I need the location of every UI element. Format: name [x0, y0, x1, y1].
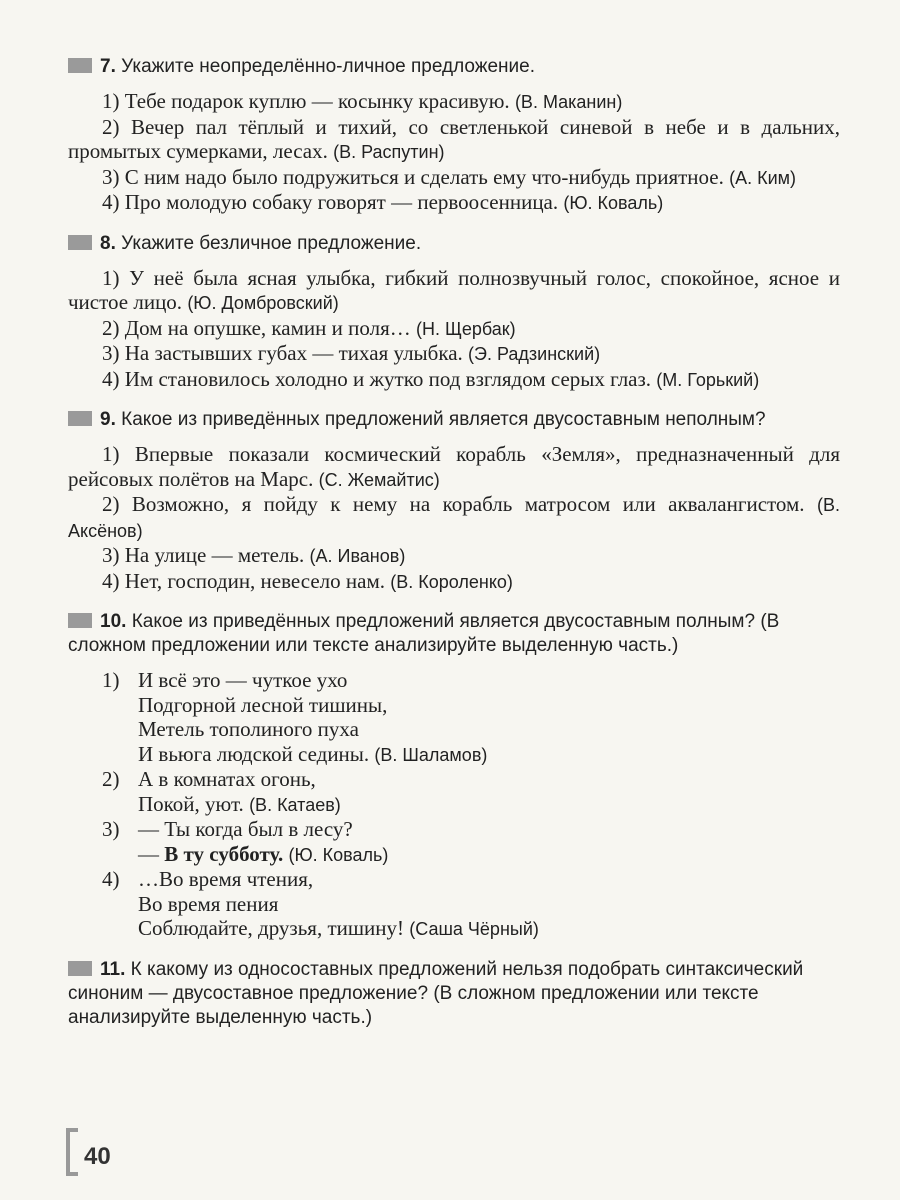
- q10-option-4: 4) …Во время чтения,: [102, 867, 314, 891]
- q9-option-1: 1) Впервые показали космический корабль «Земля», предназначенный для рейсовых полётов на Марс. (С. Жемайтис): [68, 442, 840, 491]
- q9-option-4: 4) Нет, господин, невесело нам. (В. Короленко): [102, 568, 513, 593]
- q7-option-3: 3) С ним надо было подружиться и сделать ему что-нибудь приятное. (А. Ким): [102, 164, 797, 189]
- task-marker: [68, 235, 92, 250]
- q9-option-2: 2) Возможно, я пойду к нему на корабль матросом или аквалангистом. (В. Аксёнов): [68, 492, 840, 541]
- q7-option-4: 4) Про молодую собаку говорят — первоосенница. (Ю. Коваль): [102, 190, 664, 214]
- q10-option-3: 3) — Ты когда был в лесу?: [102, 817, 353, 841]
- task-marker: [68, 613, 92, 628]
- q10-option-1: 1) И всё это — чуткое ухо: [102, 668, 348, 692]
- question-7: [68, 55, 840, 216]
- task-marker: [68, 411, 92, 426]
- q7-option-2: 2) Вечер пал тёплый и тихий, со светленькой синевой в небе и в дальних, промытых сумерками, лесах. (В. Распутин): [68, 114, 840, 163]
- q9-option-3: 3) На улице — метель. (А. Иванов): [102, 543, 406, 567]
- highlighted-part: В ту субботу.: [164, 841, 284, 866]
- q10-options: 1) И всё это — чуткое ухо Подгорной лесной тишины, Метель тополиного пуха И вьюга людской седины. (В. Шаламов) 2) А в комнатах огонь, Покой, уют. (В. Катаев) 3) — Ты когда был в лесу? — В ту субботу. (Ю. Коваль) 4) …Во время чтения, Во время пения Соблюдайте, друзья, тишину! (Саша Чёрный): [102, 668, 840, 942]
- task-marker: [68, 961, 92, 976]
- q8-option-3: 3) На застывших губах — тихая улыбка. (Э. Радзинский): [102, 341, 601, 365]
- task-marker: [68, 58, 92, 73]
- question-8-prompt: 8. Укажите безличное предложение.: [68, 232, 840, 256]
- question-8: [68, 232, 840, 393]
- question-10: [68, 610, 840, 942]
- question-11: [68, 958, 840, 1030]
- question-10-prompt: 10. Какое из приведённых предложений является двусоставным полным? (В сложном предложении или тексте анализируйте выделенную часть.): [68, 611, 780, 656]
- question-9: [68, 408, 840, 594]
- q8-option-4: 4) Им становилось холодно и жутко под взглядом серых глаз. (М. Горький): [102, 366, 760, 391]
- page-content: [68, 55, 840, 1046]
- question-9-prompt: 9. Какое из приведённых предложений является двусоставным неполным?: [68, 408, 840, 432]
- page-bracket: [66, 1128, 78, 1176]
- q8-option-2: 2) Дом на опушке, камин и поля… (Н. Щербак): [102, 315, 516, 340]
- question-11-prompt: 11. К какому из односоставных предложений нельзя подобрать синтаксический синоним — двусоставное предложение? (В сложном предложении или тексте анализируйте выделенную часть.): [68, 958, 804, 1028]
- page-number: 40: [66, 1128, 111, 1176]
- q10-option-2: 2) А в комнатах огонь,: [102, 767, 316, 791]
- q7-option-1: 1) Тебе подарок куплю — косынку красивую. (В. Маканин): [102, 89, 623, 113]
- question-7-prompt: 7. Укажите неопределённо-личное предложение.: [68, 55, 840, 79]
- q8-option-1: 1) У неё была ясная улыбка, гибкий полнозвучный голос, спокойное, ясное и чистое лицо. (Ю. Домбровский): [68, 265, 840, 314]
